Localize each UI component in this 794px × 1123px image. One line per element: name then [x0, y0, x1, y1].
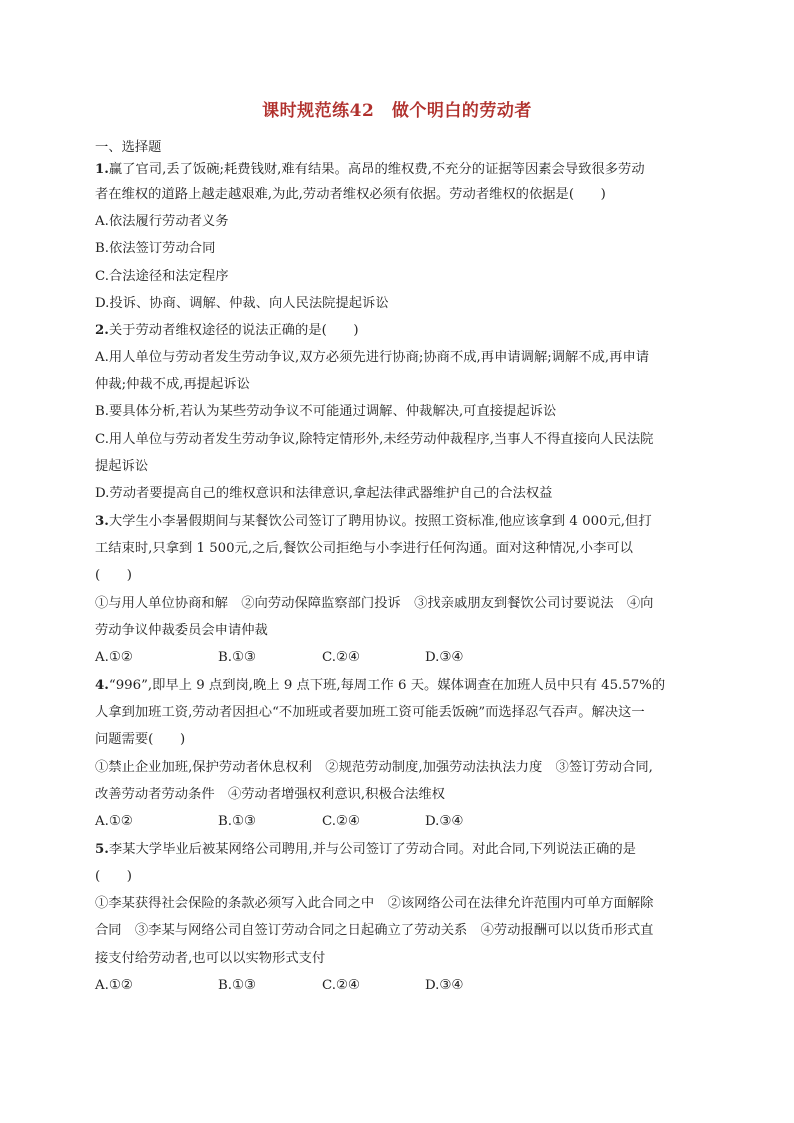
question-4-stem: 4.“996”,即早上 9 点到岗,晚上 9 点下班,每周工作 6 天。媒体调查在加班人员中只有 45.57%的 — [95, 678, 666, 693]
question-1-stem-cont: 者在维权的道路上越走越艰难,为此,劳动者维权必须有依据。劳动者维权的依据是( ) — [95, 187, 606, 202]
question-3-choice-c: C.②④ — [322, 650, 360, 665]
question-2-option-c-cont: 提起诉讼 — [95, 459, 149, 474]
question-4-statements-cont: 改善劳动者劳动条件 ④劳动者增强权利意识,积极合法维权 — [95, 787, 445, 802]
question-5-statements: ①李某获得社会保险的条款必须写入此合同之中 ②该网络公司在法律允许范围内可单方面解除 — [95, 896, 654, 911]
question-4-choice-b: B.①③ — [218, 814, 256, 829]
question-5-choice-b: B.①③ — [218, 978, 256, 993]
question-2-option-b: B.要具体分析,若认为某些劳动争议不可能通过调解、仲裁解决,可直接提起诉讼 — [95, 404, 557, 419]
question-3-answer-blank: ( ) — [95, 568, 132, 583]
question-number: 5. — [95, 842, 109, 857]
question-4-choice-c: C.②④ — [322, 814, 360, 829]
question-3-choice-d: D.③④ — [425, 650, 464, 665]
question-5-choice-c: C.②④ — [322, 978, 360, 993]
question-2-stem: 2.关于劳动者维权途径的说法正确的是( ) — [95, 323, 359, 338]
question-number: 1. — [95, 162, 109, 177]
question-5-choice-d: D.③④ — [425, 978, 464, 993]
question-5-statements-end: 接支付给劳动者,也可以以实物形式支付 — [95, 951, 326, 966]
question-2-option-a: A.用人单位与劳动者发生劳动争议,双方必须先进行协商;协商不成,再申请调解;调解不成,再申请 — [95, 350, 650, 365]
question-5-statements-cont: 合同 ③李某与网络公司自签订劳动合同之日起确立了劳动关系 ④劳动报酬可以以货币形式直 — [95, 923, 654, 938]
section-heading: 一、选择题 — [95, 140, 162, 155]
question-3-statements: ①与用人单位协商和解 ②向劳动保障监察部门投诉 ③找亲戚朋友到餐饮公司讨要说法 ④向 — [95, 596, 654, 611]
question-1-stem: 1.赢了官司,丢了饭碗;耗费钱财,难有结果。高昂的维权费,不充分的证据等因素会导致很多劳动 — [95, 162, 645, 177]
question-number: 4. — [95, 678, 109, 693]
question-3-stem-cont: 工结束时,只拿到 1 500元,之后,餐饮公司拒绝与小李进行任何沟通。面对这种情况,小李可以 — [95, 541, 633, 556]
question-4-stem-end: 问题需要( ) — [95, 732, 186, 747]
question-4-choice-a: A.①② — [95, 814, 133, 829]
question-number: 3. — [95, 514, 109, 529]
question-1-option-c: C.合法途径和法定程序 — [95, 269, 229, 284]
question-number: 2. — [95, 323, 109, 338]
question-4-stem-cont: 人拿到加班工资,劳动者因担心“不加班或者要加班工资可能丢饭碗”而选择忍气吞声。解决这一 — [95, 705, 645, 720]
page-title: 课时规范练42 做个明白的劳动者 — [262, 101, 532, 121]
question-3-choice-a: A.①② — [95, 650, 133, 665]
question-1-option-d: D.投诉、协商、调解、仲裁、向人民法院提起诉讼 — [95, 296, 389, 311]
question-2-option-c: C.用人单位与劳动者发生劳动争议,除特定情形外,未经劳动仲裁程序,当事人不得直接向人民法院 — [95, 432, 654, 447]
question-1-option-a: A.依法履行劳动者义务 — [95, 214, 229, 229]
question-3-choice-b: B.①③ — [218, 650, 256, 665]
question-5-stem: 5.李某大学毕业后被某网络公司聘用,并与公司签订了劳动合同。对此合同,下列说法正确的是 — [95, 842, 636, 857]
question-2-option-d: D.劳动者要提高自己的维权意识和法律意识,拿起法律武器维护自己的合法权益 — [95, 486, 553, 501]
question-4-statements: ①禁止企业加班,保护劳动者休息权利 ②规范劳动制度,加强劳动法执法力度 ③签订劳动合同, — [95, 760, 653, 775]
question-5-choice-a: A.①② — [95, 978, 133, 993]
question-3-stem: 3.大学生小李暑假期间与某餐饮公司签订了聘用协议。按照工资标准,他应该拿到 4 000元,但打 — [95, 514, 652, 529]
question-5-answer-blank: ( ) — [95, 869, 132, 884]
question-2-option-a-cont: 仲裁;仲裁不成,再提起诉讼 — [95, 377, 250, 392]
question-3-statements-cont: 劳动争议仲裁委员会申请仲裁 — [95, 623, 268, 638]
question-4-choice-d: D.③④ — [425, 814, 464, 829]
question-1-option-b: B.依法签订劳动合同 — [95, 241, 216, 256]
